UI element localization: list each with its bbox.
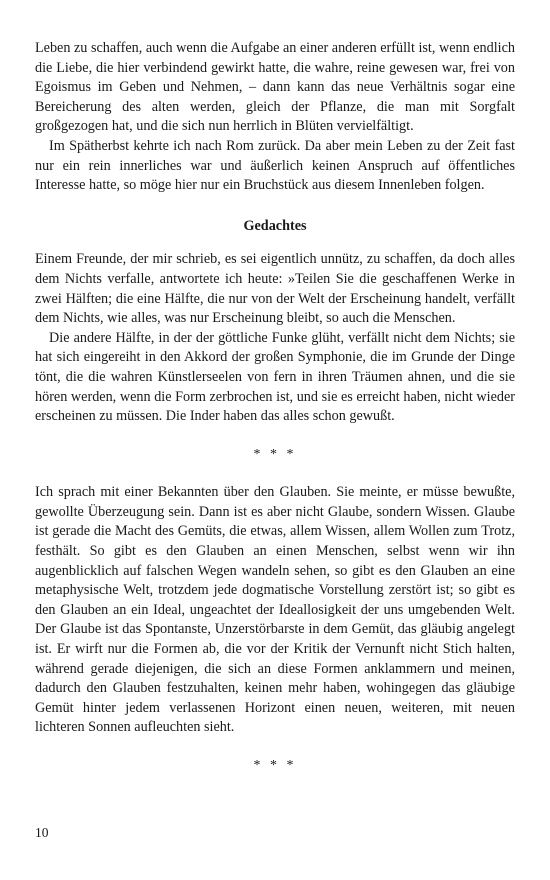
paragraph-other-half: Die andere Hälfte, in der der göttliche Funke glüht, verfällt nicht dem Nichts; sie hat sich eingereiht in den Akkord der großen Symphonie, die im Grunde der Dinge tönt, die die wahren Künstlerseelen von fern in ihren Träumen ahnen, und die sie hören werden, wenn die Form zerbrochen ist, und sie es erreicht haben, nicht wieder erscheinen zu müssen. Die Inder haben das alles schon gewußt.	[35, 329, 515, 425]
paragraph-rome-return: Im Spätherbst kehrte ich nach Rom zurück. Da aber mein Leben zu der Zeit fast nur ein rein innerliches war und äußerlich keinen Anspruch auf öffentliches Interesse hatte, so möge hier nur ein Bruchstück aus diesem Innenleben folgen.	[35, 137, 515, 194]
paragraph-continuation: Leben zu schaffen, auch wenn die Aufgabe an einer anderen erfüllt ist, wenn endlich die Liebe, die hier verbindend gewirkt hatte, die wahre, reine gewesen war, frei von Egoismus im Geben und Nehmen, – dann kann das neue Verhältnis sogar eine Bereicherung des alten werden, gleich der Pflanze, die man mit Sorgfalt großgezogen hat, und die sich nun herrlich in Blüten vervielfältigt.	[35, 40, 515, 135]
section-separator: * * *	[253, 446, 297, 462]
section-heading: Gedachtes	[243, 217, 307, 234]
page-number: 10	[35, 825, 49, 840]
page-body	[35, 39, 515, 776]
paragraph-friend-letter: Einem Freunde, der mir schrieb, es sei eigentlich unnütz, zu schaffen, da doch alles dem Nichts verfalle, antwortete ich heute: »Teilen Sie die geschaffenen Werke in zwei Hälften; die eine Hälfte, die nur von der Welt der Erscheinung handelt, verfällt dem Nichts, wie alles, was nur Erscheinung bleibt, so auch die Menschen.	[35, 251, 515, 327]
section-separator: * * *	[253, 758, 297, 773]
paragraph-faith: Ich sprach mit einer Bekannten über den Glauben. Sie meinte, er müsse bewußte, gewollte Überzeugung sein. Dann ist es aber nicht Glaube, sondern Wissen. Glaube ist gerade die Macht des Gemüts, die etwas, allem Wissen, allem Wollen zum Trotz, festhält. So gibt es den Glauben an einen Menschen, selbst wenn wir ihn augenblicklich auf falschen Wegen wandeln sehen, so gibt es den Glauben an eine metaphysische Welt, trotzdem jede dogmatische Vorstellung zerstört ist; so gibt es den Glauben an ein Ideal, ungeachtet der Ideallosigkeit der uns umgebenden Welt. Der Glaube ist das Spontanste, Unzerstörbarste in dem Gemüt, das gläubig angelegt ist. Er wirft nur die Formen ab, die vor der Kritik der Vernunft nicht Stich halten, während gerade diejenigen, die sich an diese Formen anklammern und meinen, dadurch den Glauben festzuhalten, keinen mehr haben, wohingegen das gläubige Gemüt hinter jedem verlassenen Horizont einen neuen, weiteren, mit neuen lichteren Sonnen aufleuchten sieht.	[35, 484, 515, 736]
